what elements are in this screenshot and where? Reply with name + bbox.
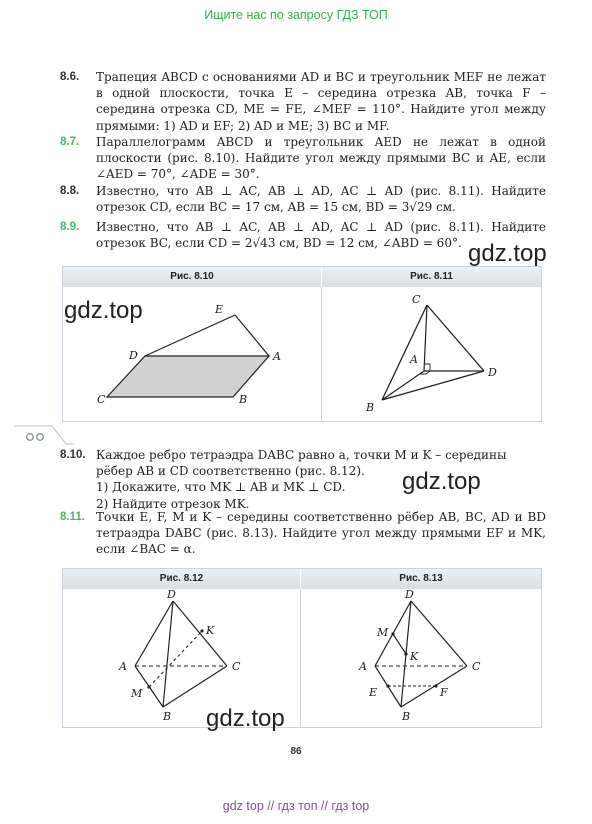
point-m	[147, 685, 150, 688]
problem-number: 8.8.	[60, 185, 80, 197]
label-f: F	[440, 686, 448, 699]
label-a: A	[359, 660, 367, 673]
decor-line	[14, 426, 74, 444]
watermark: gdz.top	[206, 705, 285, 732]
decor-dot	[27, 434, 34, 441]
edge-dc	[411, 601, 467, 666]
parallelogram-abcd	[107, 356, 269, 397]
figure-panel-bottom	[62, 568, 542, 728]
problem-8-8	[60, 183, 546, 215]
segment-de	[145, 315, 235, 356]
edge-cb	[382, 305, 427, 400]
point-f	[434, 684, 437, 687]
edge-ca	[424, 305, 427, 371]
label-d: D	[129, 349, 138, 362]
label-a: A	[119, 660, 127, 673]
watermark: gdz.top	[402, 468, 481, 495]
figure-8-11	[322, 287, 541, 421]
label-a: A	[273, 350, 281, 363]
segment-mk	[149, 631, 202, 687]
label-b: B	[366, 401, 375, 414]
edge-dc	[173, 601, 227, 666]
top-banner: Ищите нас по запросу ГДЗ ТОП	[204, 8, 388, 22]
problem-number: 8.10.	[60, 449, 86, 461]
problem-8-6	[60, 69, 546, 134]
problem-text: Точки E, F, M и K – середины соответственно рёбер AB, BC, AD и BD тетраэдра DABC (рис. 8.13). Найдите угол между прямыми EF и MK, если ∠BAC = α.	[96, 510, 546, 557]
label-a: A	[410, 353, 418, 366]
label-m: M	[377, 626, 389, 639]
figure-panel-top	[62, 266, 542, 422]
problem-text: Параллелограмм ABCD и треугольник AED не лежат в одной плоскости (рис. 8.10). Найдите угол между прямыми BC и AE, если ∠AED = 70°, ∠ADE = 30°.	[96, 135, 546, 182]
figure-caption: Рис. 8.11	[322, 267, 541, 287]
edge-bd	[382, 371, 484, 400]
point-k	[200, 629, 203, 632]
label-d: D	[405, 589, 414, 601]
point-k	[404, 652, 407, 655]
page-number: 86	[290, 746, 302, 757]
problem-text: Трапеция ABCD с основаниями AD и BC и треугольник MEF не лежат в одной плоскости, точка E – середина отрезка AB, точка F – середина отрезка CD, ME = FE, ∠MEF = 110°. Найдите угол между прямыми: 1) AD и EF; 2) AD и ME; 3) BC и MF.	[96, 70, 546, 133]
label-c: C	[97, 393, 106, 406]
label-b: B	[402, 710, 411, 723]
problem-number: 8.9.	[60, 221, 80, 233]
edge-cd	[427, 305, 484, 371]
right-angle-mark	[424, 364, 430, 371]
problem-number: 8.11.	[60, 511, 85, 523]
problem-text: Известно, что AB ⊥ AC, AB ⊥ AD, AC ⊥ AD (рис. 8.11). Найдите отрезок BC, если CD = 2√43 см, BD = 12 см, ∠ABD = 60°.	[96, 220, 546, 251]
figure-caption: Рис. 8.10	[63, 267, 321, 287]
segment-ea	[235, 315, 269, 356]
figure-8-13	[301, 589, 541, 727]
watermark: gdz.top	[468, 240, 547, 267]
label-c: C	[232, 660, 241, 673]
label-m: M	[131, 687, 143, 700]
figure-caption: Рис. 8.13	[301, 569, 541, 589]
decor-dot	[37, 434, 44, 441]
watermark: gdz.top	[64, 297, 143, 324]
problem-8-7	[60, 134, 546, 183]
label-k: K	[410, 650, 419, 663]
label-d: D	[167, 589, 176, 601]
problem-8-11	[60, 509, 546, 558]
label-d: D	[488, 366, 497, 379]
problem-text: Известно, что AB ⊥ AC, AB ⊥ AD, AC ⊥ AD (рис. 8.11). Найдите отрезок CD, если BC = 17 см, AB = 15 см, BD = 3√29 см.	[96, 184, 546, 215]
problem-text: Каждое ребро тетраэдра DABC равно a, точки M и K – середины рёбер AB и CD соответственно (рис. 8.12). 1) Докажите, что MK ⊥ AB и MK ⊥ CD. 2) Найдите отрезок MK.	[96, 448, 507, 511]
problem-number: 8.7.	[60, 136, 80, 148]
label-b: B	[163, 710, 172, 723]
point-e	[386, 684, 389, 687]
footer-links: gdz top // гдз топ // гдз top	[222, 799, 370, 813]
edge-db	[163, 601, 173, 707]
label-e: E	[369, 686, 378, 699]
label-b: B	[239, 393, 248, 406]
edge-cb	[163, 666, 227, 707]
figure-caption: Рис. 8.12	[63, 569, 300, 589]
label-c: C	[472, 660, 481, 673]
label-k: K	[206, 624, 215, 637]
dots-decoration	[14, 424, 74, 446]
label-c: C	[412, 293, 421, 306]
label-e: E	[215, 303, 224, 316]
segment-mk	[393, 634, 406, 654]
point-m	[391, 632, 394, 635]
problem-number: 8.6.	[60, 71, 80, 83]
